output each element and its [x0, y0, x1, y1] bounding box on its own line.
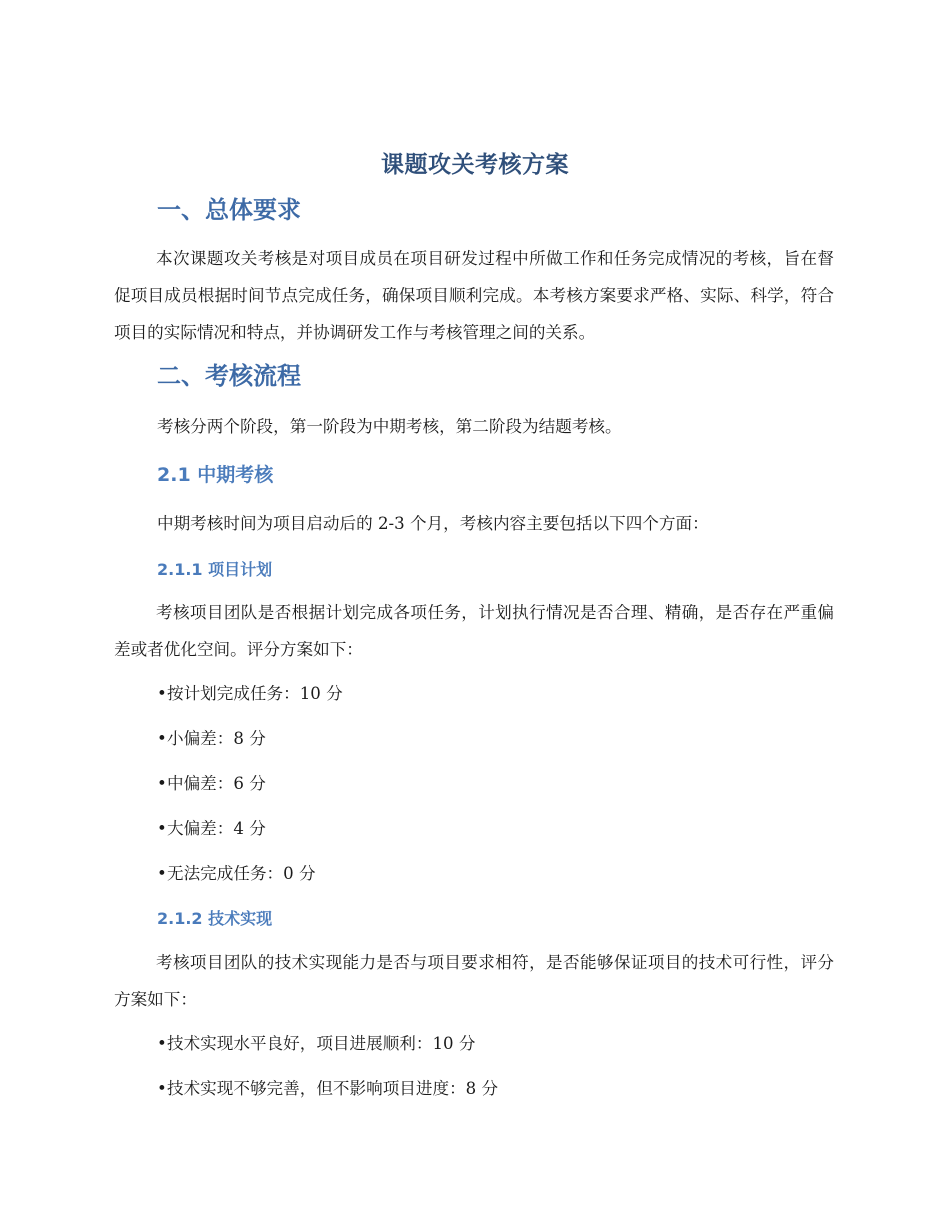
bullet-icon: • [157, 684, 167, 703]
list-item: •技术实现不够完善，但不影响项目进度：8 分 [157, 1079, 499, 1098]
subsection-heading-midterm: 2.1 中期考核 [157, 464, 274, 486]
list-item: •大偏差：4 分 [157, 819, 266, 838]
bullet-icon: • [157, 1034, 167, 1053]
bullet-icon: • [157, 864, 167, 883]
list-item: •技术实现水平良好，项目进展顺利：10 分 [157, 1034, 476, 1053]
subsubsection-heading-project-plan: 2.1.1 项目计划 [157, 560, 273, 579]
subsubsection-heading-technical-implementation: 2.1.2 技术实现 [157, 909, 273, 928]
midterm-intro: 中期考核时间为项目启动后的 2-3 个月，考核内容主要包括以下四个方面： [157, 514, 709, 533]
document-title: 课题攻关考核方案 [381, 152, 569, 178]
project-plan-paragraph: 考核项目团队是否根据计划完成各项任务，计划执行情况是否合理、精确，是否存在严重偏差或者优化空间。评分方案如下： [114, 603, 834, 659]
list-item: •小偏差：8 分 [157, 729, 266, 748]
bullet-icon: • [157, 819, 167, 838]
technical-implementation-paragraph: 考核项目团队的技术实现能力是否与项目要求相符，是否能够保证项目的技术可行性，评分方案如下： [114, 953, 834, 1009]
section-heading-assessment-process: 二、考核流程 [157, 362, 301, 390]
section-heading-general-requirements: 一、总体要求 [157, 196, 301, 224]
bullet-icon: • [157, 729, 167, 748]
list-item: •按计划完成任务：10 分 [157, 684, 343, 703]
list-item: •中偏差：6 分 [157, 774, 266, 793]
bullet-icon: • [157, 774, 167, 793]
list-item: •无法完成任务：0 分 [157, 864, 316, 883]
assessment-process-intro: 考核分两个阶段，第一阶段为中期考核，第二阶段为结题考核。 [157, 417, 622, 436]
general-requirements-paragraph: 本次课题攻关考核是对项目成员在项目研发过程中所做工作和任务完成情况的考核，旨在督促项目成员根据时间节点完成任务，确保项目顺利完成。本考核方案要求严格、实际、科学，符合项目的实际情况和特点，并协调研发工作与考核管理之间的关系。 [114, 249, 834, 342]
bullet-icon: • [157, 1079, 167, 1098]
